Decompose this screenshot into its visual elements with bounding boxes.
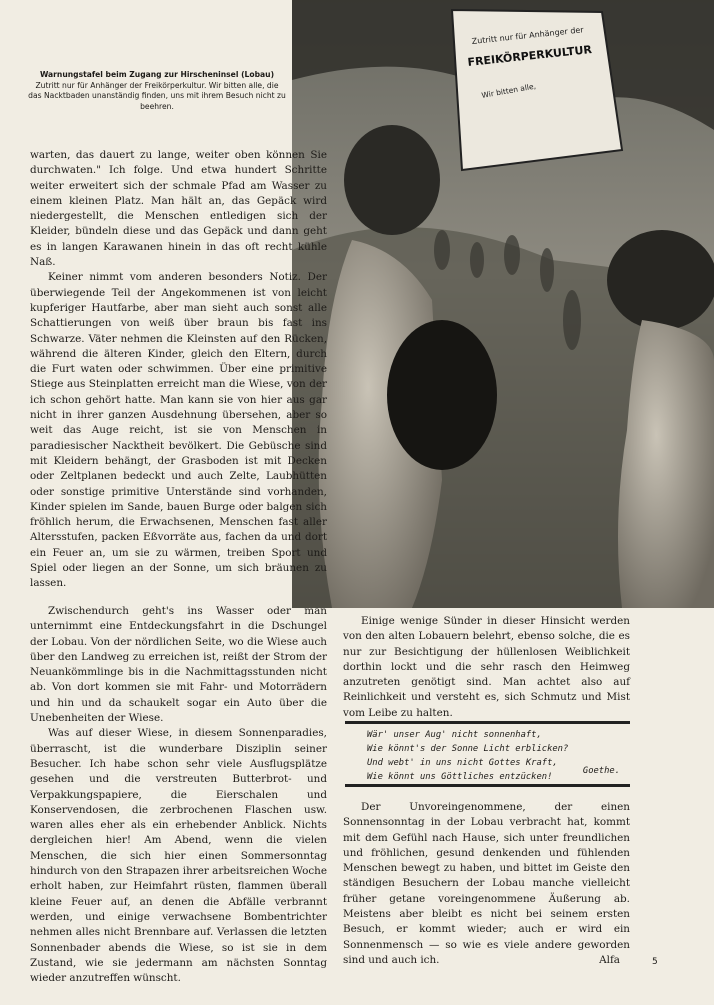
- author-signature: Alfa: [599, 953, 620, 966]
- article-column-right-bottom: [343, 800, 630, 968]
- sign-line-2: FREIKÖRPERKULTUR: [466, 43, 593, 69]
- paragraph: Zwischendurch geht's ins Wasser oder man unternimmt eine Entdeckungsfahrt in die Dschungel der Lobau. Von der nördlichen Seite, wo die Wiese auch über den Landweg zu erreichen ist, reißt der Strom der Neuankömmlinge bis in die Nachmittagsstunden nicht ab. Von dort kommen sie mit Fahr- und Motorrädern und hin und da schaukelt sogar ein Auto über die Unebenheiten der Wiese.: [30, 605, 327, 725]
- paragraph: warten, das dauert zu lange, weiter oben können Sie durchwaten." Ich folge. Und etwa hundert Schritte weiter erweitert sich der schmale Pfad am Wasser zu einem kleinen Platz. Man hält an, das Gepäck wird niedergestellt, die Menschen entledigen sich der Kleider, bündeln diese und das Gepäck und dann geht es in langen Karawanen hinein in das oft recht kühle Naß.: [30, 149, 327, 269]
- paragraph: Was auf dieser Wiese, in diesem Sonnenparadies, überrascht, ist die wunderbare Disziplin seiner Besucher. Ich habe schon sehr viele Ausflugsplätze gesehen und die verstreuten Butterbrot- und Verpakkungspapiere, die Eierschalen und Konservendosen, die zerbrochenen Flaschen usw. waren alles eher als ein erhebender Anblick. Nichts dergleichen hier! Am Abend, wenn die vielen Menschen, die sich hier einen Sommersonntag hindurch von den Strapazen ihrer arbeitsreichen Woche erholt haben, zur Heimfahrt rüsten, flammen überall kleine Feuer auf, an denen die Abfälle verbrannt werden, und einige verwachsene Bombentrichter nehmen alles nicht Brennbare auf. Verlassen die letzten Sonnenbader abends die Wiese, so ist sie in dem Zustand, wie sie jedermann am nächsten Sonntag wieder anzutreffen wünscht.: [30, 727, 327, 985]
- paragraph: Keiner nimmt vom anderen besonders Notiz. Der überwiegende Teil der Angekommenen ist von leicht kupferiger Hautfarbe, aber man sieht auch sonst alle Schattierungen von weiß über braun bis fast ins Schwarze. Väter nehmen die Kleinsten auf den Rücken, während die älteren Kinder, gleich den Eltern, durch die Furt waten oder schwimmen. Über eine primitive Stiege aus Steinplatten erreicht man die Wiese, von der ich schon gehört hatte. Man kann sie von hier aus gar nicht in ihrer ganzen Ausdehnung übersehen, aber so weit das Auge reicht, ist sie von Menschen in paradiesischer Nacktheit bevölkert. Die Gebüsche sind mit Kleidern behängt, der Grasboden ist mit Decken oder Zeltplanen bedeckt und auch Zelte, Laubhütten oder sonstige primitive Unterstände sind vorhanden, Kinder spielen im Sande, bauen Burge oder balgen sich fröhlich herum, die Erwachsenen, Menschen fast aller Altersstufen, packen Eßvorräte aus, fachen da und dort ein Feuer an, um sie zu wärmen, treiben Sport und Spiel oder liegen an der Sonne, um sich bräunen zu lassen.: [30, 271, 327, 590]
- article-column-left-bottom: [30, 604, 327, 986]
- quote-line: Wär' unser Aug' nicht sonnenhaft,: [367, 730, 542, 740]
- quote-line: Wie könnt's der Sonne Licht erblicken?: [367, 744, 569, 754]
- goethe-quote: [345, 721, 630, 787]
- paragraph: Einige wenige Sünder in dieser Hinsicht werden von den alten Lobauern belehrt, ebenso solche, die es nur zur Besichtigung der hüllenlosen Weiblichkeit dorthin lockt und die sehr rasch den Heimweg anzutreten genötigt sind. Man achtet also auf Reinlichkeit und versteht es, sich Schmutz und Mist vom Leibe zu halten.: [343, 615, 630, 719]
- quote-line: Wie könnt uns Göttliches entzücken!: [367, 772, 553, 782]
- caption-title: Warnungstafel beim Zugang zur Hirscheninsel (Lobau): [39, 70, 275, 79]
- quote-author: Goethe.: [582, 766, 620, 776]
- paragraph: [343, 800, 630, 968]
- article-column-right-top: [343, 614, 630, 721]
- article-column-left: [30, 148, 327, 592]
- warning-sign: [452, 10, 622, 170]
- photo-caption: [28, 70, 286, 112]
- paragraph-text: Der Unvoreingenommene, der einen Sonnensonntag in der Lobau verbracht hat, kommt mit dem Gefühl nach Hause, sich unter freundlichen und fröhlichen, gesund denkenden und fühlenden Menschen bewegt zu haben, und bittet im Geiste den ständigen Besuchern der Lobau manche vielleicht früher getane voreingenommene Äußerung ab. Meistens aber bleibt es nicht bei seinem ersten Besuch, er kommt wieder; auch er wird ein Sonnenmensch — so wie es viele andere geworden sind und auch ich.: [343, 801, 630, 966]
- photo-illustration: [292, 0, 714, 608]
- sign-line-3: Wir bitten alle,: [480, 81, 537, 100]
- caption-text: Zutritt nur für Anhänger der Freikörperkultur. Wir bitten alle, die das Nacktbaden unanständig finden, uns mit ihrem Besuch nicht zu beehren.: [28, 80, 286, 111]
- sign-line-1: Zutritt nur für Anhänger der: [471, 25, 585, 46]
- page-number: 5: [652, 957, 658, 967]
- article-photo: [292, 0, 714, 608]
- quote-line: Und webt' in uns nicht Gottes Kraft,: [367, 758, 558, 768]
